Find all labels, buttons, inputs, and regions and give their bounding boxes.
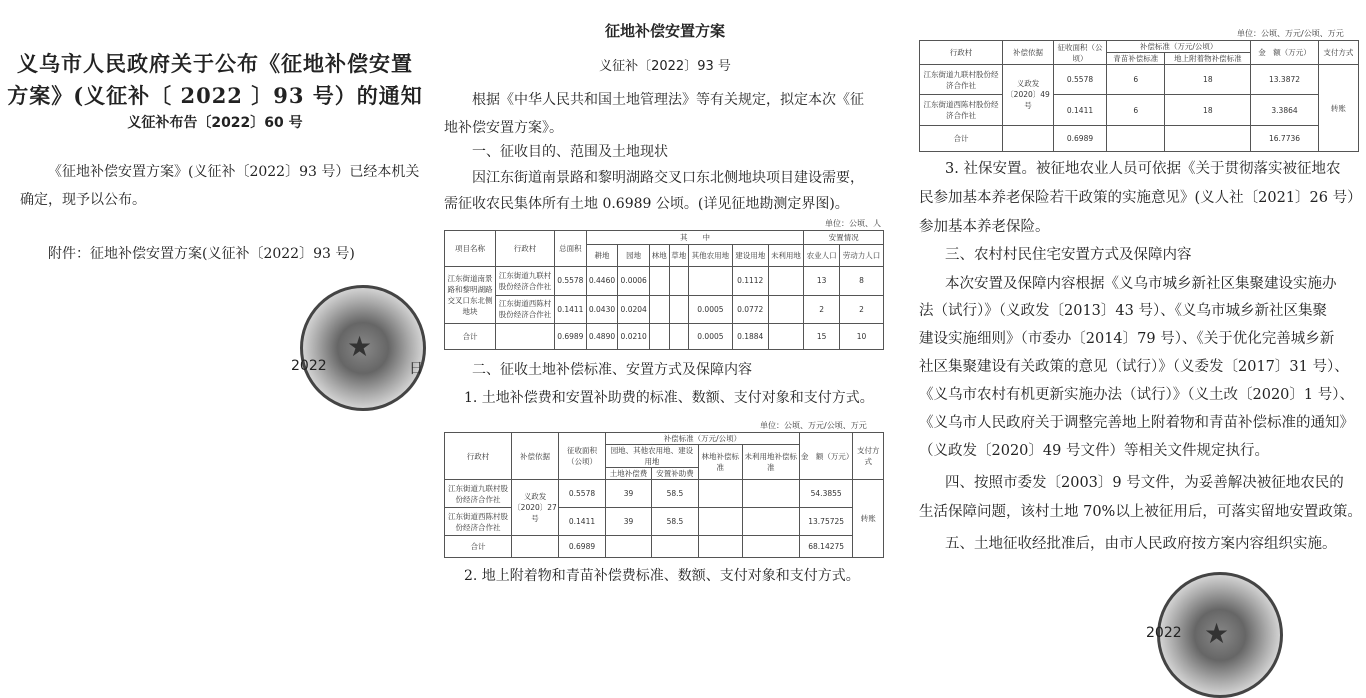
table-total-row <box>920 125 1359 151</box>
cell: 13 <box>804 267 840 295</box>
cell <box>698 480 742 508</box>
continued-column <box>905 0 1366 697</box>
cell: 江东街道西陈村股份经济合作社 <box>496 295 555 323</box>
table-row <box>445 295 884 323</box>
table2-unit: 单位：公顷、万元/公顷、万元 <box>760 421 867 430</box>
table-row <box>920 95 1359 125</box>
cell: 3.3864 <box>1251 95 1319 125</box>
th-ag-pop: 农业人口 <box>804 245 840 267</box>
plan-intro-line1: 根据《中华人民共和国土地管理法》等有关规定，拟定本次《征 <box>472 92 864 108</box>
cell: 合计 <box>920 125 1003 151</box>
seal-date-suffix: 日 <box>409 361 423 377</box>
cell: 39 <box>606 480 652 508</box>
cell: 0.0210 <box>618 323 650 349</box>
s4-line1: 四、按照市委发〔2003〕9 号文件，为妥善解决被征地农民的 <box>945 475 1344 491</box>
plan-section1-line1: 因江东街道南景路和黎明湖路交叉口东北侧地块项目建设需要， <box>472 170 864 186</box>
notice-doc-number: 义征补布告〔2022〕60 号 <box>127 115 303 131</box>
cell: 江东街道九联村股份经济合作社 <box>496 267 555 295</box>
cell: 54.3855 <box>799 480 853 508</box>
th-placement-sub: 安置补助费 <box>652 468 699 480</box>
cell: 0.4460 <box>586 267 618 295</box>
seal-emblem-icon: ★ <box>347 330 373 363</box>
plan-section1-heading: 一、征收目的、范围及土地现状 <box>472 144 668 160</box>
p3-line1: 3. 社保安置。被征地农业人员可依据《关于贯彻落实被征地农 <box>945 161 1341 177</box>
th-basis: 补偿依据 <box>1003 41 1054 65</box>
th-amount: 金 额（万元） <box>1251 41 1319 65</box>
cell <box>698 536 742 558</box>
th-amount: 金 额（万元） <box>799 433 853 480</box>
table-total-row <box>445 536 884 558</box>
notice-column <box>0 0 430 697</box>
th-land-comp: 土地补偿费 <box>606 468 652 480</box>
th-basis: 补偿依据 <box>512 433 559 480</box>
cell: 0.1411 <box>1054 95 1107 125</box>
th-unused: 未利用地 <box>768 245 804 267</box>
table3-unit: 单位：公顷、万元/公顷、万元 <box>1237 29 1344 38</box>
table-row <box>445 267 884 295</box>
table-total-row <box>445 323 884 349</box>
cell: 江东街道九联村股份经济合作社 <box>920 65 1003 95</box>
cell <box>768 267 804 295</box>
plan-section2-heading: 二、征收土地补偿标准、安置方式及保障内容 <box>472 362 752 378</box>
plan-item1: 1. 土地补偿费和安置补助费的标准、数额、支付对象和支付方式。 <box>464 390 874 406</box>
cell-project: 江东街道南景路和黎明湖路交叉口东北侧地块 <box>445 267 496 323</box>
p3-line3: 参加基本养老保险。 <box>919 219 1050 235</box>
cell <box>496 323 555 349</box>
th-forest: 林地 <box>650 245 669 267</box>
cell: 2 <box>840 295 884 323</box>
plan-column <box>430 0 900 697</box>
cell: 义政发〔2020〕27号 <box>512 480 559 536</box>
th-group1: 园地、其他农用地、建设用地 <box>606 445 699 468</box>
cell: 15 <box>804 323 840 349</box>
cell <box>669 323 688 349</box>
cell: 58.5 <box>652 480 699 508</box>
cell: 合计 <box>445 323 496 349</box>
plan-intro-line2: 地补偿安置方案》。 <box>444 120 563 136</box>
cell <box>650 295 669 323</box>
cell: 6 <box>1107 65 1165 95</box>
th-garden: 园地 <box>618 245 650 267</box>
official-seal <box>291 285 426 411</box>
cell: 转账 <box>853 480 884 558</box>
th-village: 行政村 <box>920 41 1003 65</box>
cell: 转账 <box>1318 65 1358 152</box>
th-project: 项目名称 <box>445 231 496 267</box>
cell <box>698 508 742 536</box>
cell: 0.0204 <box>618 295 650 323</box>
official-seal-2 <box>1146 572 1283 698</box>
s4-line2: 生活保障问题，该村土地 70%以上被征用后，可落实留地安置政策。 <box>919 504 1362 520</box>
cell: 0.6989 <box>1054 125 1107 151</box>
cell: 16.7736 <box>1251 125 1319 151</box>
cell <box>652 536 699 558</box>
cell <box>512 536 559 558</box>
th-payment: 支付方式 <box>853 433 884 480</box>
cell <box>1107 125 1165 151</box>
cell <box>669 267 688 295</box>
p3-line2: 民参加基本养老保险若干政策的实施意见》(义人社〔2021〕26 号） <box>919 190 1362 206</box>
cell: 江东街道西陈村股份经济合作社 <box>920 95 1003 125</box>
notice-title-line2: 方案》(义征补〔 2022 〕93 号）的通知 <box>7 83 423 108</box>
s3-line5: 《义乌市农村有机更新实施办法（试行）》（义土改〔2020〕1 号）、 <box>919 387 1354 403</box>
seal-date: 2022 <box>1146 625 1182 641</box>
s3-line3: 建设实施细则》（市委办〔2014〕79 号）、《关于优化完善城乡新 <box>919 331 1335 347</box>
th-standard: 补偿标准（万元/公顷） <box>606 433 800 445</box>
th-village: 行政村 <box>445 433 512 480</box>
table-row <box>445 508 884 536</box>
cell <box>742 508 799 536</box>
notice-body-line1: 《征地补偿安置方案》(义征补〔2022〕93 号）已经本机关 <box>48 164 420 180</box>
th-other-ag: 其他农用地 <box>688 245 732 267</box>
cell: 2 <box>804 295 840 323</box>
land-compensation-table <box>444 432 884 558</box>
land-status-table <box>444 230 884 350</box>
cell: 10 <box>840 323 884 349</box>
th-labor-pop: 劳动力人口 <box>840 245 884 267</box>
plan-title: 征地补偿安置方案 <box>604 22 725 40</box>
s3-line2: 法（试行）》（义政发〔2013〕43 号）、《义乌市城乡新社区集聚 <box>919 303 1327 319</box>
cell: 0.1411 <box>555 295 587 323</box>
cell: 义政发〔2020〕49号 <box>1003 65 1054 126</box>
cell: 0.0006 <box>618 267 650 295</box>
cell: 0.0005 <box>688 295 732 323</box>
notice-body-line2: 确定，现予以公布。 <box>20 192 146 208</box>
s3-line7: （义政发〔2020〕49 号文件）等相关文件规定执行。 <box>919 443 1269 459</box>
th-construction: 建设用地 <box>732 245 768 267</box>
cell: 8 <box>840 267 884 295</box>
cell <box>1003 125 1054 151</box>
th-arable: 耕地 <box>586 245 618 267</box>
cell: 江东街道九联村股份经济合作社 <box>445 480 512 508</box>
cell: 0.4890 <box>586 323 618 349</box>
cell <box>688 267 732 295</box>
seal-emblem-icon: ★ <box>1204 617 1230 650</box>
s5-line1: 五、土地征收经批准后，由市人民政府按方案内容组织实施。 <box>945 536 1337 552</box>
cell: 58.5 <box>652 508 699 536</box>
cell: 13.3872 <box>1251 65 1319 95</box>
s3-line6: 《义乌市人民政府关于调整完善地上附着物和青苗补偿标准的通知》 <box>919 415 1354 431</box>
cell <box>768 323 804 349</box>
cell <box>742 480 799 508</box>
th-standard: 补偿标准（万元/公顷） <box>1107 41 1251 53</box>
cell: 0.1884 <box>732 323 768 349</box>
cell <box>606 536 652 558</box>
plan-doc-number: 义征补〔2022〕93 号 <box>599 59 731 74</box>
cell: 合计 <box>445 536 512 558</box>
th-attach: 地上附着物补偿标准 <box>1165 53 1251 65</box>
th-placement: 安置情况 <box>804 231 884 245</box>
cell <box>742 536 799 558</box>
table1-unit: 单位：公顷、人 <box>825 219 881 228</box>
th-village: 行政村 <box>496 231 555 267</box>
s3-line1: 本次安置及保障内容根据《义乌市城乡新社区集聚建设实施办 <box>945 276 1337 292</box>
th-among: 其 中 <box>586 231 804 245</box>
notice-attachment: 附件：征地补偿安置方案(义征补〔2022〕93 号) <box>48 246 355 262</box>
cell <box>650 267 669 295</box>
notice-title-line1: 义乌市人民政府关于公布《征地补偿安置 <box>17 51 413 76</box>
cell <box>669 295 688 323</box>
cell: 18 <box>1165 95 1251 125</box>
th-area: 征收面积（公顷） <box>559 433 606 480</box>
cell: 0.0005 <box>688 323 732 349</box>
cell: 39 <box>606 508 652 536</box>
cell: 18 <box>1165 65 1251 95</box>
cell: 0.6989 <box>559 536 606 558</box>
cell: 0.5578 <box>1054 65 1107 95</box>
cell: 0.6989 <box>555 323 587 349</box>
table-row <box>920 65 1359 95</box>
table-row <box>445 480 884 508</box>
th-unused: 未利用地补偿标准 <box>742 445 799 480</box>
cell: 68.14275 <box>799 536 853 558</box>
cell <box>768 295 804 323</box>
th-payment: 支付方式 <box>1318 41 1358 65</box>
seal-date: 2022 <box>291 358 327 374</box>
cell <box>1165 125 1251 151</box>
cell: 0.1411 <box>559 508 606 536</box>
th-grass: 草地 <box>669 245 688 267</box>
cell: 0.5578 <box>559 480 606 508</box>
cell: 江东街道西陈村股份经济合作社 <box>445 508 512 536</box>
attachment-compensation-table <box>919 40 1359 152</box>
th-area: 征收面积（公顷） <box>1054 41 1107 65</box>
cell: 0.0772 <box>732 295 768 323</box>
th-crop: 青苗补偿标准 <box>1107 53 1165 65</box>
section3-heading: 三、农村村民住宅安置方式及保障内容 <box>945 247 1192 263</box>
cell: 13.75725 <box>799 508 853 536</box>
cell: 0.1112 <box>732 267 768 295</box>
cell: 0.0430 <box>586 295 618 323</box>
th-total: 总面积 <box>555 231 587 267</box>
cell: 0.5578 <box>555 267 587 295</box>
plan-item2: 2. 地上附着物和青苗补偿费标准、数额、支付对象和支付方式。 <box>464 568 860 584</box>
s3-line4: 社区集聚建设有关政策的意见（试行）》（义委发〔2017〕31 号）、 <box>919 359 1349 375</box>
th-forest: 林地补偿标准 <box>698 445 742 480</box>
cell: 6 <box>1107 95 1165 125</box>
cell <box>650 323 669 349</box>
plan-section1-line2: 需征收农民集体所有土地 0.6989 公顷。(详见征地勘测定界图)。 <box>444 196 849 212</box>
